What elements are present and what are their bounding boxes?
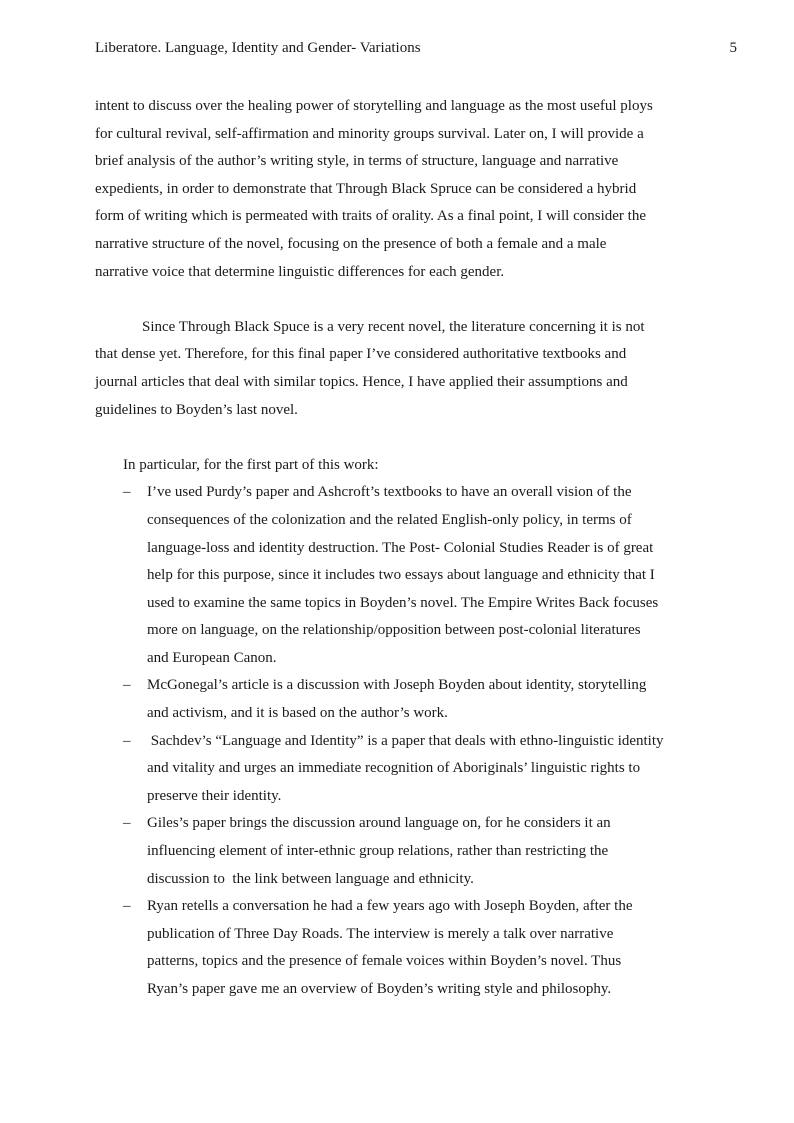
text-line: McGonegal’s article is a discussion with Joseph Boyden about identity, storytelling xyxy=(147,677,647,694)
text-line: language-loss and identity destruction. The Post- Colonial Studies Reader is of great xyxy=(147,539,654,556)
text-line: I’ve used Purdy’s paper and Ashcroft’s textbooks to have an overall vision of the xyxy=(147,484,632,501)
text-line: and vitality and urges an immediate recognition of Aboriginals’ linguistic rights to xyxy=(147,760,641,777)
text-line: Ryan’s paper gave me an overview of Boyden’s writing style and philosophy. xyxy=(147,981,612,997)
text-line: more on language, on the relationship/opposition between post-colonial literatures xyxy=(147,622,641,639)
list-item xyxy=(95,893,695,1003)
paragraph-intro xyxy=(95,93,695,286)
list-dash: – xyxy=(123,732,131,749)
text-line: brief analysis of the author’s writing style, in terms of structure, language and narrative xyxy=(95,153,619,170)
text-line: patterns, topics and the presence of female voices within Boyden’s novel. Thus xyxy=(147,953,622,970)
list-intro: In particular, for the first part of this work: xyxy=(123,456,379,473)
text-line: publication of Three Day Roads. The interview is merely a talk over narrative xyxy=(147,925,614,942)
list-dash: – xyxy=(123,815,131,832)
list-dash: – xyxy=(123,898,131,915)
text-line: narrative voice that determine linguistic differences for each gender. xyxy=(95,263,505,280)
text-line: influencing element of inter-ethnic group relations, rather than restricting the xyxy=(147,843,609,860)
list-dash: – xyxy=(123,677,131,694)
list-dash: – xyxy=(123,484,131,501)
sources-list xyxy=(95,479,695,1003)
text-line: consequences of the colonization and the related English-only policy, in terms of xyxy=(147,511,632,528)
paragraph-spacer xyxy=(95,286,695,314)
text-line: and activism, and it is based on the author’s work. xyxy=(147,705,448,722)
text-line: narrative structure of the novel, focusing on the presence of both a female and a male xyxy=(95,235,607,252)
paragraph-literature xyxy=(95,314,695,424)
text-line: Ryan retells a conversation he had a few years ago with Joseph Boyden, after the xyxy=(147,898,633,915)
list-item xyxy=(95,728,695,811)
page-number: 5 xyxy=(729,40,737,56)
document-body xyxy=(95,93,695,1004)
list-item xyxy=(95,810,695,893)
list-item xyxy=(95,672,695,727)
text-line: Giles’s paper brings the discussion around language on, for he considers it an xyxy=(147,815,611,832)
text-line: help for this purpose, since it includes two essays about language and ethnicity that I xyxy=(147,567,655,584)
text-line: Sachdev’s “Language and Identity” is a paper that deals with ethno-linguistic identity xyxy=(147,732,664,749)
text-line: for cultural revival, self-affirmation and minority groups survival. Later on, I will provide a xyxy=(95,125,644,142)
page-header xyxy=(95,38,737,58)
text-line: expedients, in order to demonstrate that Through Black Spruce can be considered a hybrid xyxy=(95,180,637,197)
text-line: that dense yet. Therefore, for this final paper I’ve considered authoritative textbooks and xyxy=(95,346,627,363)
text-line: and European Canon. xyxy=(147,649,277,666)
running-title: Liberatore. Language, Identity and Gender- Variations xyxy=(95,40,421,56)
paragraph-spacer xyxy=(95,424,695,452)
text-line: preserve their identity. xyxy=(147,787,282,804)
text-line: form of writing which is permeated with traits of orality. As a final point, I will consider the xyxy=(95,208,646,225)
text-line: guidelines to Boyden’s last novel. xyxy=(95,401,298,418)
text-line: journal articles that deal with similar topics. Hence, I have applied their assumptions and xyxy=(95,373,628,390)
list-item xyxy=(95,479,695,672)
text-line: used to examine the same topics in Boyden’s novel. The Empire Writes Back focuses xyxy=(147,594,659,611)
text-line: intent to discuss over the healing power of storytelling and language as the most useful ploys xyxy=(95,98,653,114)
text-line: discussion to the link between language and ethnicity. xyxy=(147,870,474,887)
text-line: Since Through Black Spuce is a very recent novel, the literature concerning it is not xyxy=(142,318,645,335)
